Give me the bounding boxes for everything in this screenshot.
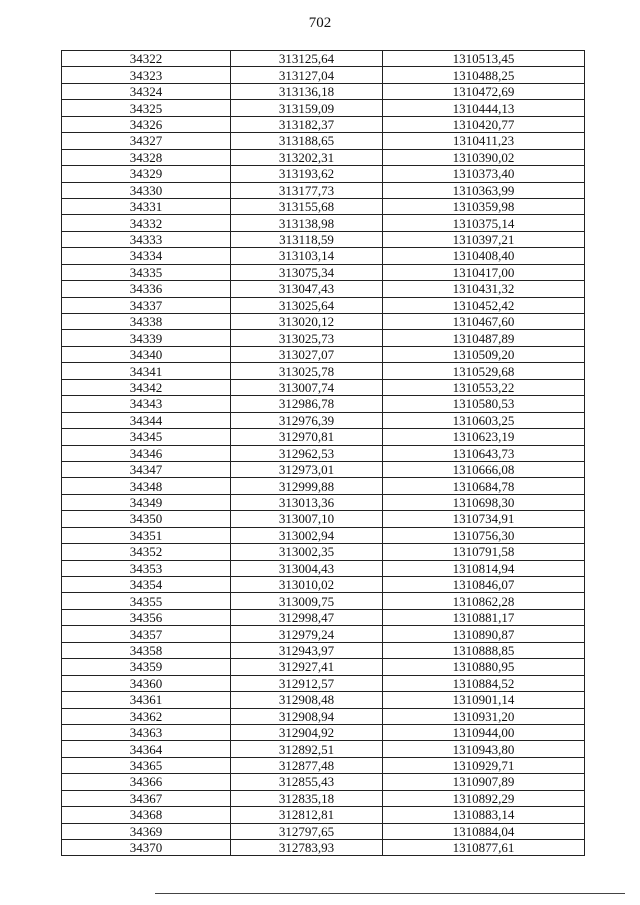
y-coordinate-cell: 1310643,73 xyxy=(383,445,585,461)
table-row xyxy=(62,790,585,806)
x-coordinate-cell: 313007,74 xyxy=(231,379,383,395)
point-number-cell: 34345 xyxy=(62,429,231,445)
table-row xyxy=(62,494,585,510)
point-number-cell: 34355 xyxy=(62,593,231,609)
table-row xyxy=(62,198,585,214)
table-row xyxy=(62,478,585,494)
y-coordinate-cell: 1310756,30 xyxy=(383,527,585,543)
table-row xyxy=(62,757,585,773)
x-coordinate-cell: 313004,43 xyxy=(231,560,383,576)
x-coordinate-cell: 313002,94 xyxy=(231,527,383,543)
y-coordinate-cell: 1310881,17 xyxy=(383,609,585,625)
table-row xyxy=(62,51,585,67)
x-coordinate-cell: 313138,98 xyxy=(231,215,383,231)
x-coordinate-cell: 313155,68 xyxy=(231,198,383,214)
x-coordinate-cell: 313025,73 xyxy=(231,330,383,346)
y-coordinate-cell: 1310880,95 xyxy=(383,659,585,675)
y-coordinate-cell: 1310363,99 xyxy=(383,182,585,198)
y-coordinate-cell: 1310359,98 xyxy=(383,198,585,214)
table-row xyxy=(62,840,585,856)
point-number-cell: 34327 xyxy=(62,133,231,149)
point-number-cell: 34362 xyxy=(62,708,231,724)
x-coordinate-cell: 312970,81 xyxy=(231,429,383,445)
y-coordinate-cell: 1310472,69 xyxy=(383,83,585,99)
point-number-cell: 34354 xyxy=(62,577,231,593)
y-coordinate-cell: 1310907,89 xyxy=(383,774,585,790)
x-coordinate-cell: 313177,73 xyxy=(231,182,383,198)
x-coordinate-cell: 313202,31 xyxy=(231,149,383,165)
y-coordinate-cell: 1310623,19 xyxy=(383,429,585,445)
point-number-cell: 34348 xyxy=(62,478,231,494)
y-coordinate-cell: 1310862,28 xyxy=(383,593,585,609)
table-row xyxy=(62,133,585,149)
x-coordinate-cell: 313193,62 xyxy=(231,166,383,182)
x-coordinate-cell: 313020,12 xyxy=(231,314,383,330)
point-number-cell: 34331 xyxy=(62,198,231,214)
table-row xyxy=(62,527,585,543)
x-coordinate-cell: 312986,78 xyxy=(231,396,383,412)
table-row xyxy=(62,823,585,839)
table-row xyxy=(62,149,585,165)
x-coordinate-cell: 312976,39 xyxy=(231,412,383,428)
table-row xyxy=(62,281,585,297)
point-number-cell: 34360 xyxy=(62,675,231,691)
point-number-cell: 34350 xyxy=(62,511,231,527)
point-number-cell: 34369 xyxy=(62,823,231,839)
page-number: 702 xyxy=(308,15,332,31)
table-row xyxy=(62,593,585,609)
point-number-cell: 34334 xyxy=(62,248,231,264)
table-row xyxy=(62,231,585,247)
table-row xyxy=(62,461,585,477)
table-row xyxy=(62,544,585,560)
y-coordinate-cell: 1310791,58 xyxy=(383,544,585,560)
table-row xyxy=(62,642,585,658)
point-number-cell: 34357 xyxy=(62,626,231,642)
point-number-cell: 34346 xyxy=(62,445,231,461)
point-number-cell: 34330 xyxy=(62,182,231,198)
table-row xyxy=(62,363,585,379)
table-row xyxy=(62,83,585,99)
y-coordinate-cell: 1310892,29 xyxy=(383,790,585,806)
x-coordinate-cell: 312783,93 xyxy=(231,840,383,856)
point-number-cell: 34366 xyxy=(62,774,231,790)
x-coordinate-cell: 312998,47 xyxy=(231,609,383,625)
point-number-cell: 34363 xyxy=(62,724,231,740)
point-number-cell: 34332 xyxy=(62,215,231,231)
point-number-cell: 34339 xyxy=(62,330,231,346)
y-coordinate-cell: 1310417,00 xyxy=(383,264,585,280)
y-coordinate-cell: 1310944,00 xyxy=(383,724,585,740)
x-coordinate-cell: 313025,78 xyxy=(231,363,383,379)
point-number-cell: 34358 xyxy=(62,642,231,658)
point-number-cell: 34338 xyxy=(62,314,231,330)
table-row xyxy=(62,297,585,313)
x-coordinate-cell: 312979,24 xyxy=(231,626,383,642)
table-row xyxy=(62,774,585,790)
table-row xyxy=(62,314,585,330)
y-coordinate-cell: 1310553,22 xyxy=(383,379,585,395)
table-row xyxy=(62,379,585,395)
y-coordinate-cell: 1310397,21 xyxy=(383,231,585,247)
y-coordinate-cell: 1310488,25 xyxy=(383,67,585,83)
x-coordinate-cell: 312973,01 xyxy=(231,461,383,477)
y-coordinate-cell: 1310420,77 xyxy=(383,116,585,132)
x-coordinate-cell: 312812,81 xyxy=(231,807,383,823)
y-coordinate-cell: 1310698,30 xyxy=(383,494,585,510)
table-row xyxy=(62,659,585,675)
table-row xyxy=(62,182,585,198)
table-row xyxy=(62,511,585,527)
y-coordinate-cell: 1310603,25 xyxy=(383,412,585,428)
x-coordinate-cell: 312943,97 xyxy=(231,642,383,658)
point-number-cell: 34336 xyxy=(62,281,231,297)
y-coordinate-cell: 1310529,68 xyxy=(383,363,585,379)
point-number-cell: 34351 xyxy=(62,527,231,543)
point-number-cell: 34353 xyxy=(62,560,231,576)
table-row xyxy=(62,215,585,231)
x-coordinate-cell: 313127,04 xyxy=(231,67,383,83)
table-row xyxy=(62,116,585,132)
x-coordinate-cell: 313159,09 xyxy=(231,100,383,116)
x-coordinate-cell: 312877,48 xyxy=(231,757,383,773)
y-coordinate-cell: 1310901,14 xyxy=(383,692,585,708)
point-number-cell: 34328 xyxy=(62,149,231,165)
y-coordinate-cell: 1310467,60 xyxy=(383,314,585,330)
y-coordinate-cell: 1310411,23 xyxy=(383,133,585,149)
point-number-cell: 34356 xyxy=(62,609,231,625)
y-coordinate-cell: 1310444,13 xyxy=(383,100,585,116)
table-row xyxy=(62,100,585,116)
x-coordinate-cell: 312927,41 xyxy=(231,659,383,675)
table-row xyxy=(62,67,585,83)
y-coordinate-cell: 1310846,07 xyxy=(383,577,585,593)
y-coordinate-cell: 1310684,78 xyxy=(383,478,585,494)
y-coordinate-cell: 1310734,91 xyxy=(383,511,585,527)
x-coordinate-cell: 312892,51 xyxy=(231,741,383,757)
x-coordinate-cell: 313009,75 xyxy=(231,593,383,609)
table-row xyxy=(62,264,585,280)
table-row xyxy=(62,166,585,182)
y-coordinate-cell: 1310487,89 xyxy=(383,330,585,346)
x-coordinate-cell: 312962,53 xyxy=(231,445,383,461)
point-number-cell: 34368 xyxy=(62,807,231,823)
point-number-cell: 34343 xyxy=(62,396,231,412)
table-row xyxy=(62,346,585,362)
x-coordinate-cell: 313118,59 xyxy=(231,231,383,247)
coordinates-table xyxy=(61,50,585,856)
x-coordinate-cell: 312908,94 xyxy=(231,708,383,724)
x-coordinate-cell: 313007,10 xyxy=(231,511,383,527)
y-coordinate-cell: 1310452,42 xyxy=(383,297,585,313)
coordinates-table-body xyxy=(62,51,585,856)
y-coordinate-cell: 1310890,87 xyxy=(383,626,585,642)
x-coordinate-cell: 313027,07 xyxy=(231,346,383,362)
bottom-rule xyxy=(155,893,625,894)
x-coordinate-cell: 313047,43 xyxy=(231,281,383,297)
point-number-cell: 34352 xyxy=(62,544,231,560)
table-row xyxy=(62,807,585,823)
table-row xyxy=(62,724,585,740)
y-coordinate-cell: 1310884,04 xyxy=(383,823,585,839)
y-coordinate-cell: 1310929,71 xyxy=(383,757,585,773)
point-number-cell: 34364 xyxy=(62,741,231,757)
table-row xyxy=(62,577,585,593)
y-coordinate-cell: 1310513,45 xyxy=(383,51,585,67)
table-row xyxy=(62,626,585,642)
table-row xyxy=(62,741,585,757)
y-coordinate-cell: 1310666,08 xyxy=(383,461,585,477)
point-number-cell: 34365 xyxy=(62,757,231,773)
table-row xyxy=(62,429,585,445)
point-number-cell: 34324 xyxy=(62,83,231,99)
x-coordinate-cell: 313182,37 xyxy=(231,116,383,132)
y-coordinate-cell: 1310431,32 xyxy=(383,281,585,297)
point-number-cell: 34341 xyxy=(62,363,231,379)
y-coordinate-cell: 1310943,80 xyxy=(383,741,585,757)
y-coordinate-cell: 1310888,85 xyxy=(383,642,585,658)
y-coordinate-cell: 1310509,20 xyxy=(383,346,585,362)
point-number-cell: 34349 xyxy=(62,494,231,510)
x-coordinate-cell: 313025,64 xyxy=(231,297,383,313)
x-coordinate-cell: 313075,34 xyxy=(231,264,383,280)
y-coordinate-cell: 1310884,52 xyxy=(383,675,585,691)
x-coordinate-cell: 312855,43 xyxy=(231,774,383,790)
x-coordinate-cell: 312835,18 xyxy=(231,790,383,806)
point-number-cell: 34340 xyxy=(62,346,231,362)
x-coordinate-cell: 313188,65 xyxy=(231,133,383,149)
y-coordinate-cell: 1310814,94 xyxy=(383,560,585,576)
point-number-cell: 34325 xyxy=(62,100,231,116)
point-number-cell: 34326 xyxy=(62,116,231,132)
point-number-cell: 34367 xyxy=(62,790,231,806)
table-row xyxy=(62,248,585,264)
x-coordinate-cell: 313010,02 xyxy=(231,577,383,593)
table-row xyxy=(62,708,585,724)
y-coordinate-cell: 1310373,40 xyxy=(383,166,585,182)
y-coordinate-cell: 1310375,14 xyxy=(383,215,585,231)
x-coordinate-cell: 313002,35 xyxy=(231,544,383,560)
point-number-cell: 34370 xyxy=(62,840,231,856)
table-row xyxy=(62,396,585,412)
point-number-cell: 34322 xyxy=(62,51,231,67)
x-coordinate-cell: 313136,18 xyxy=(231,83,383,99)
y-coordinate-cell: 1310931,20 xyxy=(383,708,585,724)
table-row xyxy=(62,692,585,708)
x-coordinate-cell: 313125,64 xyxy=(231,51,383,67)
point-number-cell: 34361 xyxy=(62,692,231,708)
point-number-cell: 34359 xyxy=(62,659,231,675)
table-row xyxy=(62,609,585,625)
x-coordinate-cell: 312999,88 xyxy=(231,478,383,494)
point-number-cell: 34329 xyxy=(62,166,231,182)
point-number-cell: 34323 xyxy=(62,67,231,83)
point-number-cell: 34337 xyxy=(62,297,231,313)
x-coordinate-cell: 313103,14 xyxy=(231,248,383,264)
x-coordinate-cell: 312912,57 xyxy=(231,675,383,691)
x-coordinate-cell: 312904,92 xyxy=(231,724,383,740)
point-number-cell: 34347 xyxy=(62,461,231,477)
x-coordinate-cell: 313013,36 xyxy=(231,494,383,510)
table-row xyxy=(62,675,585,691)
y-coordinate-cell: 1310877,61 xyxy=(383,840,585,856)
point-number-cell: 34342 xyxy=(62,379,231,395)
x-coordinate-cell: 312797,65 xyxy=(231,823,383,839)
point-number-cell: 34333 xyxy=(62,231,231,247)
table-row xyxy=(62,412,585,428)
y-coordinate-cell: 1310390,02 xyxy=(383,149,585,165)
y-coordinate-cell: 1310408,40 xyxy=(383,248,585,264)
y-coordinate-cell: 1310883,14 xyxy=(383,807,585,823)
point-number-cell: 34344 xyxy=(62,412,231,428)
y-coordinate-cell: 1310580,53 xyxy=(383,396,585,412)
table-row xyxy=(62,560,585,576)
table-row xyxy=(62,330,585,346)
point-number-cell: 34335 xyxy=(62,264,231,280)
table-row xyxy=(62,445,585,461)
x-coordinate-cell: 312908,48 xyxy=(231,692,383,708)
